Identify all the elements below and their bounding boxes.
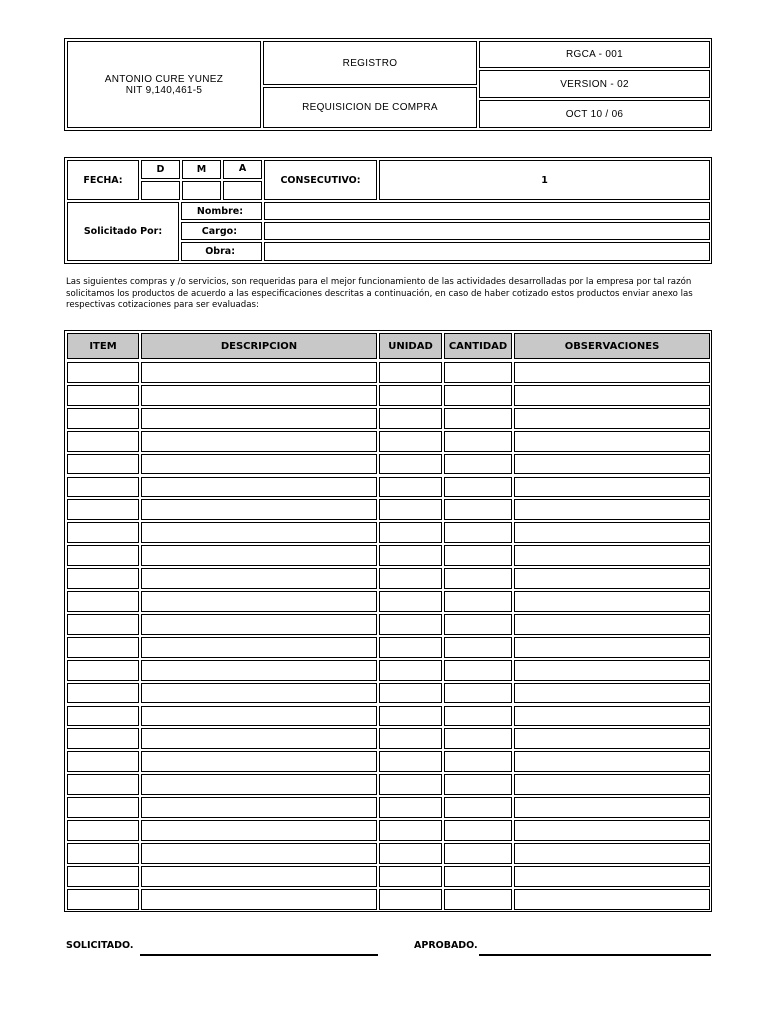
column-header-descripcion	[141, 333, 377, 359]
table-cell-observaciones[interactable]	[514, 637, 710, 658]
table-cell-observaciones[interactable]	[514, 751, 710, 772]
table-cell-unidad[interactable]	[379, 889, 442, 910]
table-cell-descripcion[interactable]	[141, 545, 377, 566]
column-header-observaciones	[514, 333, 710, 359]
table-cell-descripcion[interactable]	[141, 637, 377, 658]
cargo-input[interactable]	[264, 222, 710, 240]
code-cell	[479, 41, 710, 68]
table-cell-unidad[interactable]	[379, 499, 442, 520]
fecha-label: FECHA:	[83, 174, 123, 186]
month-input[interactable]	[182, 181, 221, 200]
consecutivo-value-cell[interactable]	[379, 160, 710, 200]
table-cell-descripcion[interactable]	[141, 797, 377, 818]
document-code: RGCA - 001	[566, 49, 623, 60]
table-cell-cantidad[interactable]	[444, 499, 512, 520]
table-cell-cantidad[interactable]	[444, 843, 512, 864]
table-cell-item[interactable]	[67, 545, 139, 566]
table-cell-cantidad[interactable]	[444, 866, 512, 887]
consecutivo-label: CONSECUTIVO:	[280, 174, 361, 186]
table-cell-descripcion[interactable]	[141, 568, 377, 589]
table-cell-cantidad[interactable]	[444, 614, 512, 635]
table-cell-observaciones[interactable]	[514, 522, 710, 543]
table-cell-cantidad[interactable]	[444, 385, 512, 406]
table-cell-unidad[interactable]	[379, 774, 442, 795]
table-cell-item[interactable]	[67, 889, 139, 910]
table-cell-descripcion[interactable]	[141, 431, 377, 452]
table-cell-descripcion[interactable]	[141, 385, 377, 406]
table-cell-observaciones[interactable]	[514, 866, 710, 887]
fecha-cell	[67, 160, 139, 200]
year-label: A	[238, 163, 247, 174]
table-cell-item[interactable]	[67, 637, 139, 658]
table-cell-unidad[interactable]	[379, 660, 442, 681]
table-cell-observaciones[interactable]	[514, 660, 710, 681]
solicitado-label: Solicitado Por:	[83, 226, 163, 237]
table-cell-unidad[interactable]	[379, 683, 442, 704]
month-header-cell	[182, 160, 221, 179]
intro-paragraph: Las siguientes compras y /o servicios, son requeridas para el mejor funcionamiento de las actividades desarrolladas por la empresa por tal razón solicitamos los productos de acuerdo a las especificaciones descritas a continuación, en caso de haber cotizado estos productos enviar anexo las respectivas cotizaciones para ser evaluadas:	[66, 277, 693, 310]
table-cell-unidad[interactable]	[379, 477, 442, 498]
consecutivo-value: 1	[541, 174, 548, 186]
aprobado-signature-label: APROBADO.	[414, 940, 478, 951]
table-cell-item[interactable]	[67, 454, 139, 475]
table-cell-observaciones[interactable]	[514, 820, 710, 841]
table-cell-item[interactable]	[67, 728, 139, 749]
table-cell-observaciones[interactable]	[514, 706, 710, 727]
company-cell	[67, 41, 261, 128]
table-cell-descripcion[interactable]	[141, 774, 377, 795]
table-cell-item[interactable]	[67, 706, 139, 727]
consecutivo-label-cell	[264, 160, 377, 200]
table-cell-item[interactable]	[67, 499, 139, 520]
table-cell-descripcion[interactable]	[141, 889, 377, 910]
table-cell-cantidad[interactable]	[444, 751, 512, 772]
table-cell-item[interactable]	[67, 385, 139, 406]
table-cell-observaciones[interactable]	[514, 591, 710, 612]
table-cell-item[interactable]	[67, 843, 139, 864]
table-cell-cantidad[interactable]	[444, 774, 512, 795]
obra-label-cell	[181, 242, 262, 261]
table-cell-unidad[interactable]	[379, 385, 442, 406]
table-cell-observaciones[interactable]	[514, 362, 710, 383]
table-cell-item[interactable]	[67, 591, 139, 612]
registro-cell	[263, 41, 477, 85]
table-cell-item[interactable]	[67, 431, 139, 452]
table-cell-descripcion[interactable]	[141, 499, 377, 520]
column-header-label: ITEM	[89, 340, 117, 352]
table-cell-descripcion[interactable]	[141, 706, 377, 727]
table-cell-unidad[interactable]	[379, 408, 442, 429]
table-cell-item[interactable]	[67, 362, 139, 383]
company-nit: NIT 9,140,461-5	[125, 84, 203, 96]
table-cell-observaciones[interactable]	[514, 614, 710, 635]
column-header-cantidad	[444, 333, 512, 359]
table-cell-observaciones[interactable]	[514, 431, 710, 452]
table-cell-unidad[interactable]	[379, 751, 442, 772]
table-cell-unidad[interactable]	[379, 866, 442, 887]
nombre-input[interactable]	[264, 202, 710, 220]
table-cell-unidad[interactable]	[379, 614, 442, 635]
table-cell-observaciones[interactable]	[514, 889, 710, 910]
day-input[interactable]	[141, 181, 180, 200]
table-cell-item[interactable]	[67, 683, 139, 704]
document-date: OCT 10 / 06	[565, 108, 624, 120]
year-input[interactable]	[223, 181, 262, 200]
table-cell-descripcion[interactable]	[141, 866, 377, 887]
table-cell-observaciones[interactable]	[514, 385, 710, 406]
table-cell-unidad[interactable]	[379, 728, 442, 749]
cargo-label: Cargo:	[201, 225, 237, 237]
aprobado-signature-line[interactable]	[479, 954, 711, 956]
solicitado-signature-label: SOLICITADO.	[66, 940, 134, 951]
table-cell-descripcion[interactable]	[141, 522, 377, 543]
table-cell-cantidad[interactable]	[444, 522, 512, 543]
table-cell-observaciones[interactable]	[514, 797, 710, 818]
table-cell-observaciones[interactable]	[514, 454, 710, 475]
table-cell-cantidad[interactable]	[444, 797, 512, 818]
table-cell-unidad[interactable]	[379, 706, 442, 727]
table-cell-cantidad[interactable]	[444, 431, 512, 452]
table-cell-unidad[interactable]	[379, 431, 442, 452]
table-cell-item[interactable]	[67, 820, 139, 841]
table-cell-descripcion[interactable]	[141, 477, 377, 498]
table-cell-descripcion[interactable]	[141, 820, 377, 841]
table-cell-descripcion[interactable]	[141, 660, 377, 681]
table-cell-item[interactable]	[67, 477, 139, 498]
table-cell-item[interactable]	[67, 522, 139, 543]
table-cell-observaciones[interactable]	[514, 408, 710, 429]
table-cell-cantidad[interactable]	[444, 362, 512, 383]
table-cell-unidad[interactable]	[379, 522, 442, 543]
table-cell-cantidad[interactable]	[444, 889, 512, 910]
table-cell-cantidad[interactable]	[444, 683, 512, 704]
table-cell-unidad[interactable]	[379, 591, 442, 612]
obra-label: Obra:	[205, 246, 235, 257]
column-header-item	[67, 333, 139, 359]
document-title-cell	[263, 87, 477, 128]
table-cell-observaciones[interactable]	[514, 568, 710, 589]
column-header-unidad	[379, 333, 442, 359]
table-cell-descripcion[interactable]	[141, 362, 377, 383]
table-cell-cantidad[interactable]	[444, 660, 512, 681]
table-cell-item[interactable]	[67, 866, 139, 887]
obra-input[interactable]	[264, 242, 710, 261]
day-header-cell	[141, 160, 180, 179]
date-cell	[479, 100, 710, 128]
table-cell-observaciones[interactable]	[514, 843, 710, 864]
table-cell-descripcion[interactable]	[141, 408, 377, 429]
table-cell-unidad[interactable]	[379, 843, 442, 864]
document-version: VERSION - 02	[560, 78, 629, 90]
table-cell-cantidad[interactable]	[444, 706, 512, 727]
table-cell-descripcion[interactable]	[141, 614, 377, 635]
table-cell-item[interactable]	[67, 408, 139, 429]
version-cell	[479, 70, 710, 98]
table-cell-cantidad[interactable]	[444, 477, 512, 498]
table-cell-cantidad[interactable]	[444, 728, 512, 749]
table-cell-cantidad[interactable]	[444, 454, 512, 475]
table-cell-item[interactable]	[67, 774, 139, 795]
table-cell-unidad[interactable]	[379, 362, 442, 383]
table-cell-item[interactable]	[67, 568, 139, 589]
table-cell-unidad[interactable]	[379, 568, 442, 589]
table-cell-observaciones[interactable]	[514, 545, 710, 566]
column-header-label: CANTIDAD	[448, 340, 508, 352]
cargo-label-cell	[181, 222, 262, 240]
table-cell-item[interactable]	[67, 614, 139, 635]
table-cell-item[interactable]	[67, 751, 139, 772]
column-header-label: DESCRIPCION	[220, 340, 298, 352]
day-label: D	[156, 164, 165, 175]
table-cell-descripcion[interactable]	[141, 751, 377, 772]
solicitado-signature-line[interactable]	[140, 954, 378, 956]
column-header-label: UNIDAD	[388, 340, 433, 352]
table-cell-observaciones[interactable]	[514, 477, 710, 498]
table-cell-descripcion[interactable]	[141, 843, 377, 864]
registro-label: REGISTRO	[342, 57, 398, 69]
table-cell-cantidad[interactable]	[444, 545, 512, 566]
table-cell-cantidad[interactable]	[444, 568, 512, 589]
solicitado-cell	[67, 202, 179, 261]
table-cell-unidad[interactable]	[379, 797, 442, 818]
table-cell-unidad[interactable]	[379, 454, 442, 475]
table-cell-descripcion[interactable]	[141, 683, 377, 704]
table-cell-observaciones[interactable]	[514, 683, 710, 704]
table-cell-item[interactable]	[67, 797, 139, 818]
year-header-cell	[223, 160, 262, 179]
table-cell-descripcion[interactable]	[141, 454, 377, 475]
column-header-label: OBSERVACIONES	[564, 340, 660, 352]
document-title: REQUISICION DE COMPRA	[302, 102, 438, 113]
table-cell-observaciones[interactable]	[514, 728, 710, 749]
table-cell-cantidad[interactable]	[444, 637, 512, 658]
table-cell-observaciones[interactable]	[514, 774, 710, 795]
table-cell-cantidad[interactable]	[444, 408, 512, 429]
table-cell-descripcion[interactable]	[141, 591, 377, 612]
table-cell-cantidad[interactable]	[444, 591, 512, 612]
table-cell-unidad[interactable]	[379, 545, 442, 566]
company-name: ANTONIO CURE YUNEZ	[104, 73, 224, 85]
nombre-label-cell	[181, 202, 262, 220]
table-cell-observaciones[interactable]	[514, 499, 710, 520]
month-label: M	[196, 164, 207, 175]
table-cell-unidad[interactable]	[379, 637, 442, 658]
table-cell-item[interactable]	[67, 660, 139, 681]
table-cell-unidad[interactable]	[379, 820, 442, 841]
table-cell-cantidad[interactable]	[444, 820, 512, 841]
nombre-label: Nombre:	[196, 205, 243, 217]
table-cell-descripcion[interactable]	[141, 728, 377, 749]
